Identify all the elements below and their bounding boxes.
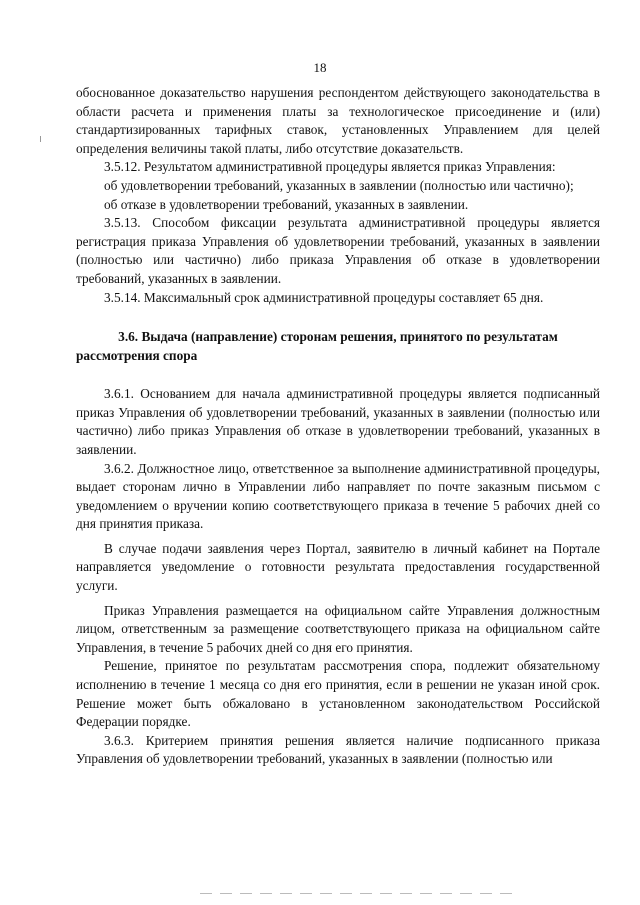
paragraph-3-6-3: 3.6.3. Критерием принятия решения является наличие подписанного приказа Управления об удовлетворении требований, указанных в заявлении (полностью или [76,732,600,767]
paragraph-3-5-14: 3.5.14. Максимальный срок административной процедуры составляет 65 дня. [104,289,544,305]
paragraph-list-item-refuse: об отказе в удовлетворении требований, указанных в заявлении. [104,196,469,212]
section-heading: 3.6. Выдача (направление) сторонам решения, принятого по результатам рассмотрения спора [76,329,558,364]
scan-margin-mark [40,136,41,142]
paragraph-list-item-satisfy: об удовлетворении требований, указанных в заявлении (полностью или частично); [104,177,574,193]
scan-bottom-edge [200,893,520,894]
paragraph-3-6-2: 3.6.2. Должностное лицо, ответственное за выполнение административной процедуры, выдает сторонам лично в Управлении либо направляет по почте заказным письмом с уведомлением о вручении копию соответствующего приказа в течение 5 рабочих дней со дня принятия приказа. [76,460,600,532]
page-number: 18 [313,60,327,75]
paragraph-3-5-13: 3.5.13. Способом фиксации результата административной процедуры является регистрация приказа Управления об удовлетворении требований, указанных в заявлении (полностью или частично) либо приказа Управления об отказе в удовлетворении требований, указанных в заявлении. [76,215,600,286]
paragraph-portal-notice: В случае подачи заявления через Портал, заявителю в личный кабинет на Портале направляется уведомление о готовности результата предоставления государственной услуги. [76,540,600,594]
paragraph-continuation: обоснованное доказательство нарушения респондентом действующего законодательства в области расчета и применения платы за технологическое присоединение и (или) стандартизированных тарифных ставок, установленных Управлением для целей определения величины такой платы, либо отсутствие доказательств. [76,85,600,156]
paragraph-decision-execution: Решение, принятое по результатам рассмотрения спора, подлежит обязательному исполнению в течение 1 месяца со дня его принятия, если в решении не указан иной срок. Решение может быть обжаловано в установленном законодательством Российской Федерации порядке. [76,658,600,730]
paragraph-3-6-1: 3.6.1. Основанием для начала административной процедуры является подписанный приказ Управления об удовлетворении требований, указанных в заявлении (полностью или частично) либо приказ Управления об отказе в удовлетворении требований, указанных в заявлении. [76,386,600,457]
document-body [76,84,600,769]
paragraph-3-5-12: 3.5.12. Результатом административной процедуры является приказ Управления: [104,159,556,175]
paragraph-website-publication: Приказ Управления размещается на официальном сайте Управления должностным лицом, ответственным за размещение соответствующего приказа на официальном сайте Управления, в течение 5 рабочих дней со дня его принятия. [76,602,600,655]
